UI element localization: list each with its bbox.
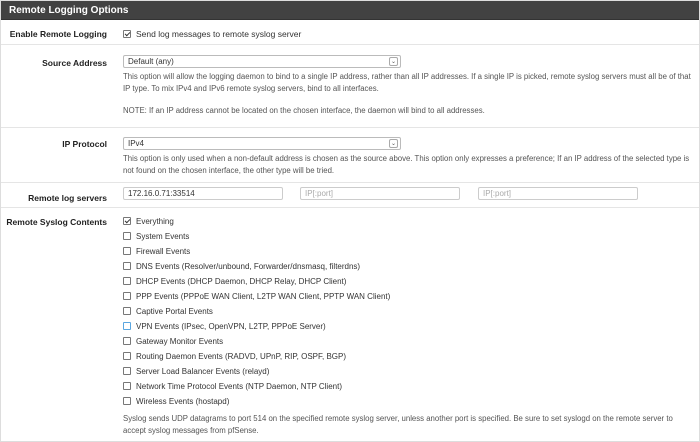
enable-remote-logging-checkbox-label: Send log messages to remote syslog server [136,29,302,39]
remote-syslog-contents-label: Remote Syslog Contents [6,217,107,227]
syslog-option-dns[interactable]: DNS Events (Resolver/unbound, Forwarder/dnsmasq, filterdns) [123,262,360,271]
ip-protocol-label: IP Protocol [62,139,107,149]
syslog-option-wireless[interactable]: Wireless Events (hostapd) [123,397,229,406]
syslog-option-load-balancer[interactable]: Server Load Balancer Events (relayd) [123,367,269,376]
checkbox[interactable] [123,382,131,390]
remote-server-3-input[interactable]: IP[:port] [478,187,638,200]
source-address-help [123,71,691,117]
checkbox[interactable] [123,307,131,315]
remote-log-servers-label: Remote log servers [28,193,107,203]
enable-remote-logging-control[interactable] [123,29,691,39]
ip-protocol-select[interactable] [123,137,401,150]
syslog-option-system[interactable]: System Events [123,232,189,241]
enable-remote-logging-checkbox[interactable] [123,30,131,38]
source-address-row [1,46,699,128]
enable-remote-logging-row [1,21,699,45]
checkbox[interactable] [123,217,131,225]
remote-log-servers-row [1,184,699,208]
source-address-help-text: This option will allow the logging daemon to bind to a single IP address, rather than all IP addresses. If a single IP is picked, remote syslog servers must all be of that IP type. To mix IPv4 and IPv6 remote syslog servers, bind to all interfaces. [123,72,691,93]
remote-syslog-contents-row [1,209,699,441]
checkbox[interactable] [123,277,131,285]
chevron-down-icon: ⌄ [390,59,397,65]
checkbox[interactable] [123,367,131,375]
syslog-contents-help: Syslog sends UDP datagrams to port 514 on the specified remote syslog server, unless another port is specified. Be sure to set syslogd on the remote server to accept syslog messages from pfSense. [123,414,673,435]
checkbox[interactable] [123,337,131,345]
source-address-selected: Default (any) [128,57,174,66]
checkbox[interactable] [123,262,131,270]
source-address-label: Source Address [42,58,107,68]
syslog-option-dhcp[interactable]: DHCP Events (DHCP Daemon, DHCP Relay, DHCP Client) [123,277,346,286]
syslog-options-list [123,217,691,407]
ip-protocol-help: This option is only used when a non-default address is chosen as the source above. This option only expresses a preference; If an IP address of the selected type is not found on the chosen interface, the other type will be tried. [123,154,690,175]
syslog-option-firewall[interactable]: Firewall Events [123,247,190,256]
enable-remote-logging-label: Enable Remote Logging [9,29,107,39]
syslog-option-everything[interactable]: Everything [123,217,174,226]
chevron-down-icon: ⌄ [390,141,397,147]
syslog-option-gateway-monitor[interactable]: Gateway Monitor Events [123,337,223,346]
ip-protocol-selected: IPv4 [128,139,145,148]
checkbox[interactable] [123,352,131,360]
ip-protocol-row [1,129,699,183]
syslog-option-vpn[interactable]: VPN Events (IPsec, OpenVPN, L2TP, PPPoE Server) [123,322,326,331]
syslog-option-routing[interactable]: Routing Daemon Events (RADVD, UPnP, RIP, OSPF, BGP) [123,352,346,361]
source-address-select[interactable] [123,55,401,68]
checkbox[interactable] [123,292,131,300]
source-address-note: NOTE: If an IP address cannot be located on the chosen interface, the daemon will bind to all addresses. [123,106,485,115]
syslog-option-captive-portal[interactable]: Captive Portal Events [123,307,213,316]
remote-server-1-input[interactable]: 172.16.0.71:33514 [123,187,283,200]
remote-server-2-input[interactable]: IP[:port] [300,187,460,200]
panel-title: Remote Logging Options [1,1,699,20]
checkbox[interactable] [123,397,131,405]
checkbox[interactable] [123,232,131,240]
checkbox[interactable] [123,247,131,255]
checkbox[interactable] [123,322,131,330]
syslog-option-ntp[interactable]: Network Time Protocol Events (NTP Daemon, NTP Client) [123,382,342,391]
syslog-option-ppp[interactable]: PPP Events (PPPoE WAN Client, L2TP WAN Client, PPTP WAN Client) [123,292,390,301]
